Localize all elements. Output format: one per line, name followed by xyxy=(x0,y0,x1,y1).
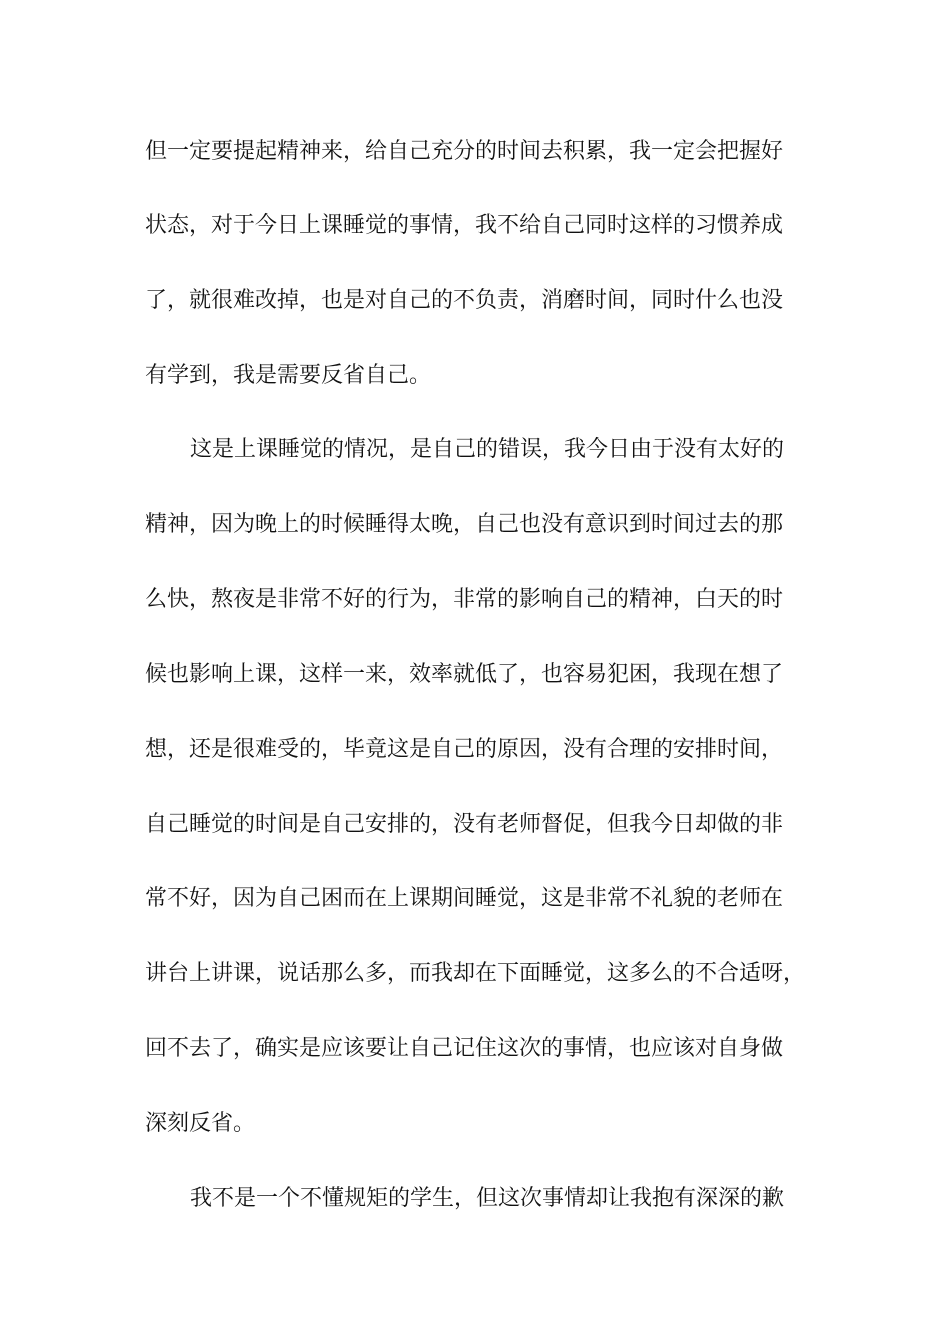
text-line: 自己睡觉的时间是自己安排的，没有老师督促，但我今日却做的非 xyxy=(145,812,784,837)
text-line: 想，还是很难受的，毕竟这是自己的原因，没有合理的安排时间， xyxy=(145,737,784,762)
text-line: 讲台上讲课，说话那么多，而我却在下面睡觉，这多么的不合适呀， xyxy=(145,961,806,986)
text-line: 回不去了，确实是应该要让自己记住这次的事情，也应该对自身做 xyxy=(145,1036,784,1061)
paragraph-first-line: 这是上课睡觉的情况，是自己的错误，我今日由于没有太好的 xyxy=(190,437,785,462)
text-line: 了，就很难改掉，也是对自己的不负责，消磨时间，同时什么也没 xyxy=(145,288,784,313)
text-line: 有学到，我是需要反省自己。 xyxy=(145,363,432,388)
text-line: 候也影响上课，这样一来，效率就低了，也容易犯困，我现在想了 xyxy=(145,662,784,687)
text-line: 常不好，因为自己困而在上课期间睡觉，这是非常不礼貌的老师在 xyxy=(145,886,784,911)
paragraph-first-line: 我不是一个不懂规矩的学生，但这次事情却让我抱有深深的歉 xyxy=(190,1186,785,1211)
text-line: 状态，对于今日上课睡觉的事情，我不给自己同时这样的习惯养成 xyxy=(145,213,784,238)
text-line: 精神，因为晚上的时候睡得太晚，自己也没有意识到时间过去的那 xyxy=(145,512,784,537)
text-line: 么快，熬夜是非常不好的行为，非常的影响自己的精神，白天的时 xyxy=(145,587,784,612)
text-line: 深刻反省。 xyxy=(145,1111,256,1136)
text-line: 但一定要提起精神来，给自己充分的时间去积累，我一定会把握好 xyxy=(145,139,784,164)
